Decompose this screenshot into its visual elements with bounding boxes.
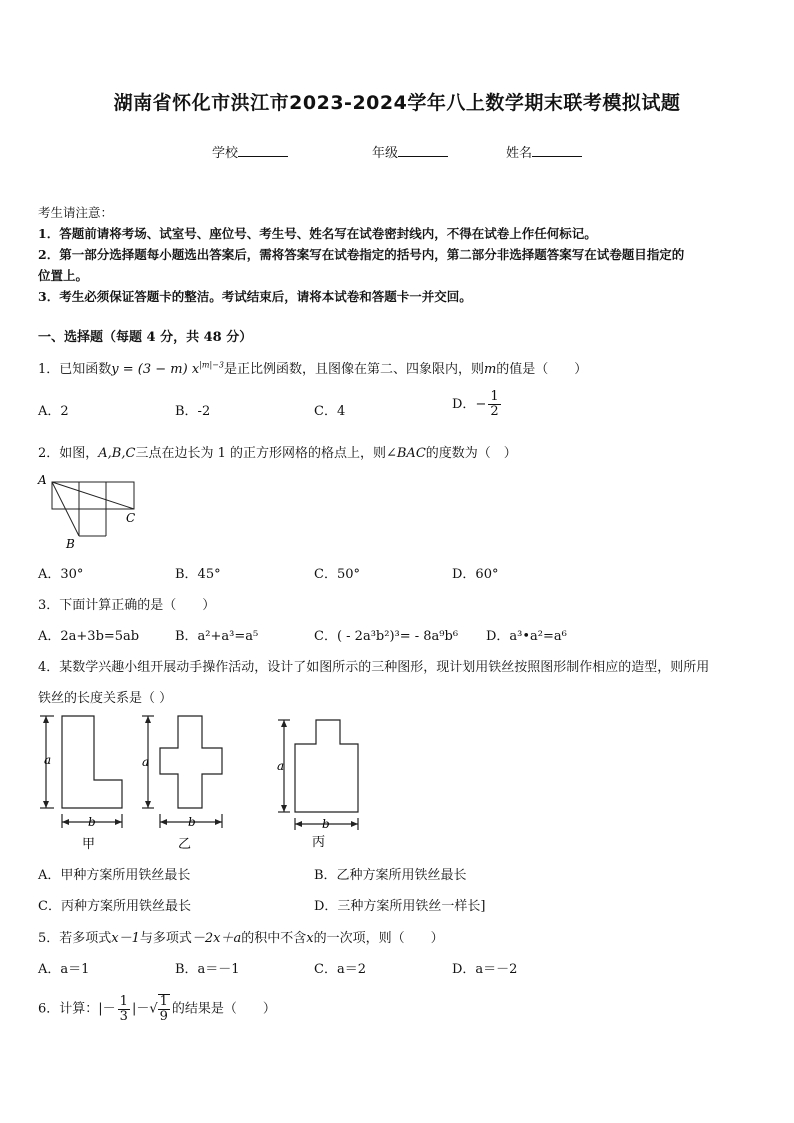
notice-item: 3．考生必须保证答题卡的整洁。考试结束后，请将本试卷和答题卡一并交回。	[38, 289, 472, 304]
point-c-label: C	[126, 511, 136, 525]
notice-item: 位置上。	[38, 268, 89, 283]
label-b-bing: b	[322, 817, 330, 831]
label-a-jia: a	[44, 753, 52, 767]
label-b-jia: b	[88, 815, 96, 829]
page-title: 湖南省怀化市洪江市2023-2024学年八上数学期末联考模拟试题	[113, 92, 681, 114]
name-field: 姓名	[506, 142, 582, 161]
section-heading: 一、选择题（每题 4 分，共 48 分）	[38, 330, 253, 345]
option-c: C．50°	[314, 567, 360, 582]
fraction-one-third: $\frac{1}{3}$	[119, 993, 128, 1024]
option-d: D．60°	[452, 567, 499, 582]
label-b-yi: b	[188, 815, 196, 829]
question-2: 2．如图，A,B,C三点在边长为 1 的正方形网格的格点上，则∠BAC的度数为（ ）	[38, 446, 517, 461]
option-c: C．4	[314, 404, 346, 419]
notice-item: 2．第一部分选择题每小题选出答案后，需将答案写在试卷指定的括号内，第二部分非选择题答案写在试卷题目指定的	[38, 247, 685, 262]
option-c: C．( - 2a³b²)³= - 8a⁹b⁶	[314, 629, 459, 644]
point-b-label: B	[66, 537, 75, 551]
option-b: B．a²+a³=a⁵	[175, 629, 259, 644]
shape-yi	[160, 716, 222, 808]
school-field: 学校	[212, 142, 288, 161]
notice-block	[38, 202, 763, 307]
option-b: B．-2	[175, 404, 211, 419]
label-yi: 乙	[178, 837, 192, 852]
function-expression: y = (3 − m) $x^{|m|-3}$	[111, 360, 224, 377]
question-1: 1．已知函数y = (3 − m) $x^{|m|-3}$是正比例函数，且图像在第二、四象限内，则m的值是（ ）	[38, 360, 588, 377]
question-6: 6．计算：|－ $\frac{1}{3}$ |－√ $\frac{1}{9}$ 的结果是（ ）	[38, 993, 276, 1024]
option-a: A．2	[38, 404, 69, 419]
question-5: 5．若多项式x－1与多项式－2x＋a的积中不含x的一次项，则（ ）	[38, 931, 444, 946]
point-a-label: A	[38, 473, 47, 487]
option-a: A．甲种方案所用铁丝最长	[38, 868, 191, 883]
option-b: B．a＝－1	[175, 962, 240, 977]
label-a-bing: a	[277, 759, 285, 773]
question-4-line1: 4．某数学兴趣小组开展动手操作活动，设计了如图所示的三种图形，现计划用铁丝按照图形制作相应的造型，则所用	[38, 660, 710, 675]
option-c: C．a＝2	[314, 962, 366, 977]
sqrt-one-ninth: √ $\frac{1}{9}$	[149, 994, 168, 1024]
shape-bing	[295, 720, 358, 812]
label-jia: 甲	[82, 837, 96, 852]
option-a: A．a＝1	[38, 962, 90, 977]
notice-heading: 考生请注意：	[38, 205, 114, 220]
option-b: B．乙种方案所用铁丝最长	[314, 868, 467, 883]
label-a-yi: a	[142, 755, 150, 769]
option-d: D．a＝－2	[452, 962, 518, 977]
option-c: C．丙种方案所用铁丝最长	[38, 899, 191, 914]
option-d: D．− $\frac{1}{2}$	[452, 389, 499, 419]
option-d: D．a³•a²=a⁶	[486, 629, 567, 644]
option-b: B．45°	[175, 567, 221, 582]
grid-figure	[34, 470, 144, 552]
shape-jia	[62, 716, 122, 808]
option-a: A．30°	[38, 567, 84, 582]
grade-field: 年级	[372, 142, 448, 161]
label-bing: 丙	[312, 835, 326, 850]
notice-item: 1．答题前请将考场、试室号、座位号、考生号、姓名写在试卷密封线内，不得在试卷上作任何标记。	[38, 226, 597, 241]
wire-shapes-figure	[36, 710, 376, 855]
question-4-line2: 铁丝的长度关系是（ ）	[38, 691, 173, 706]
question-3: 3．下面计算正确的是（ ）	[38, 598, 216, 613]
option-a: A．2a+3b=5ab	[38, 629, 140, 644]
option-d: D．三种方案所用铁丝一样长]	[314, 899, 486, 914]
fraction-one-half: $\frac{1}{2}$	[490, 389, 499, 419]
